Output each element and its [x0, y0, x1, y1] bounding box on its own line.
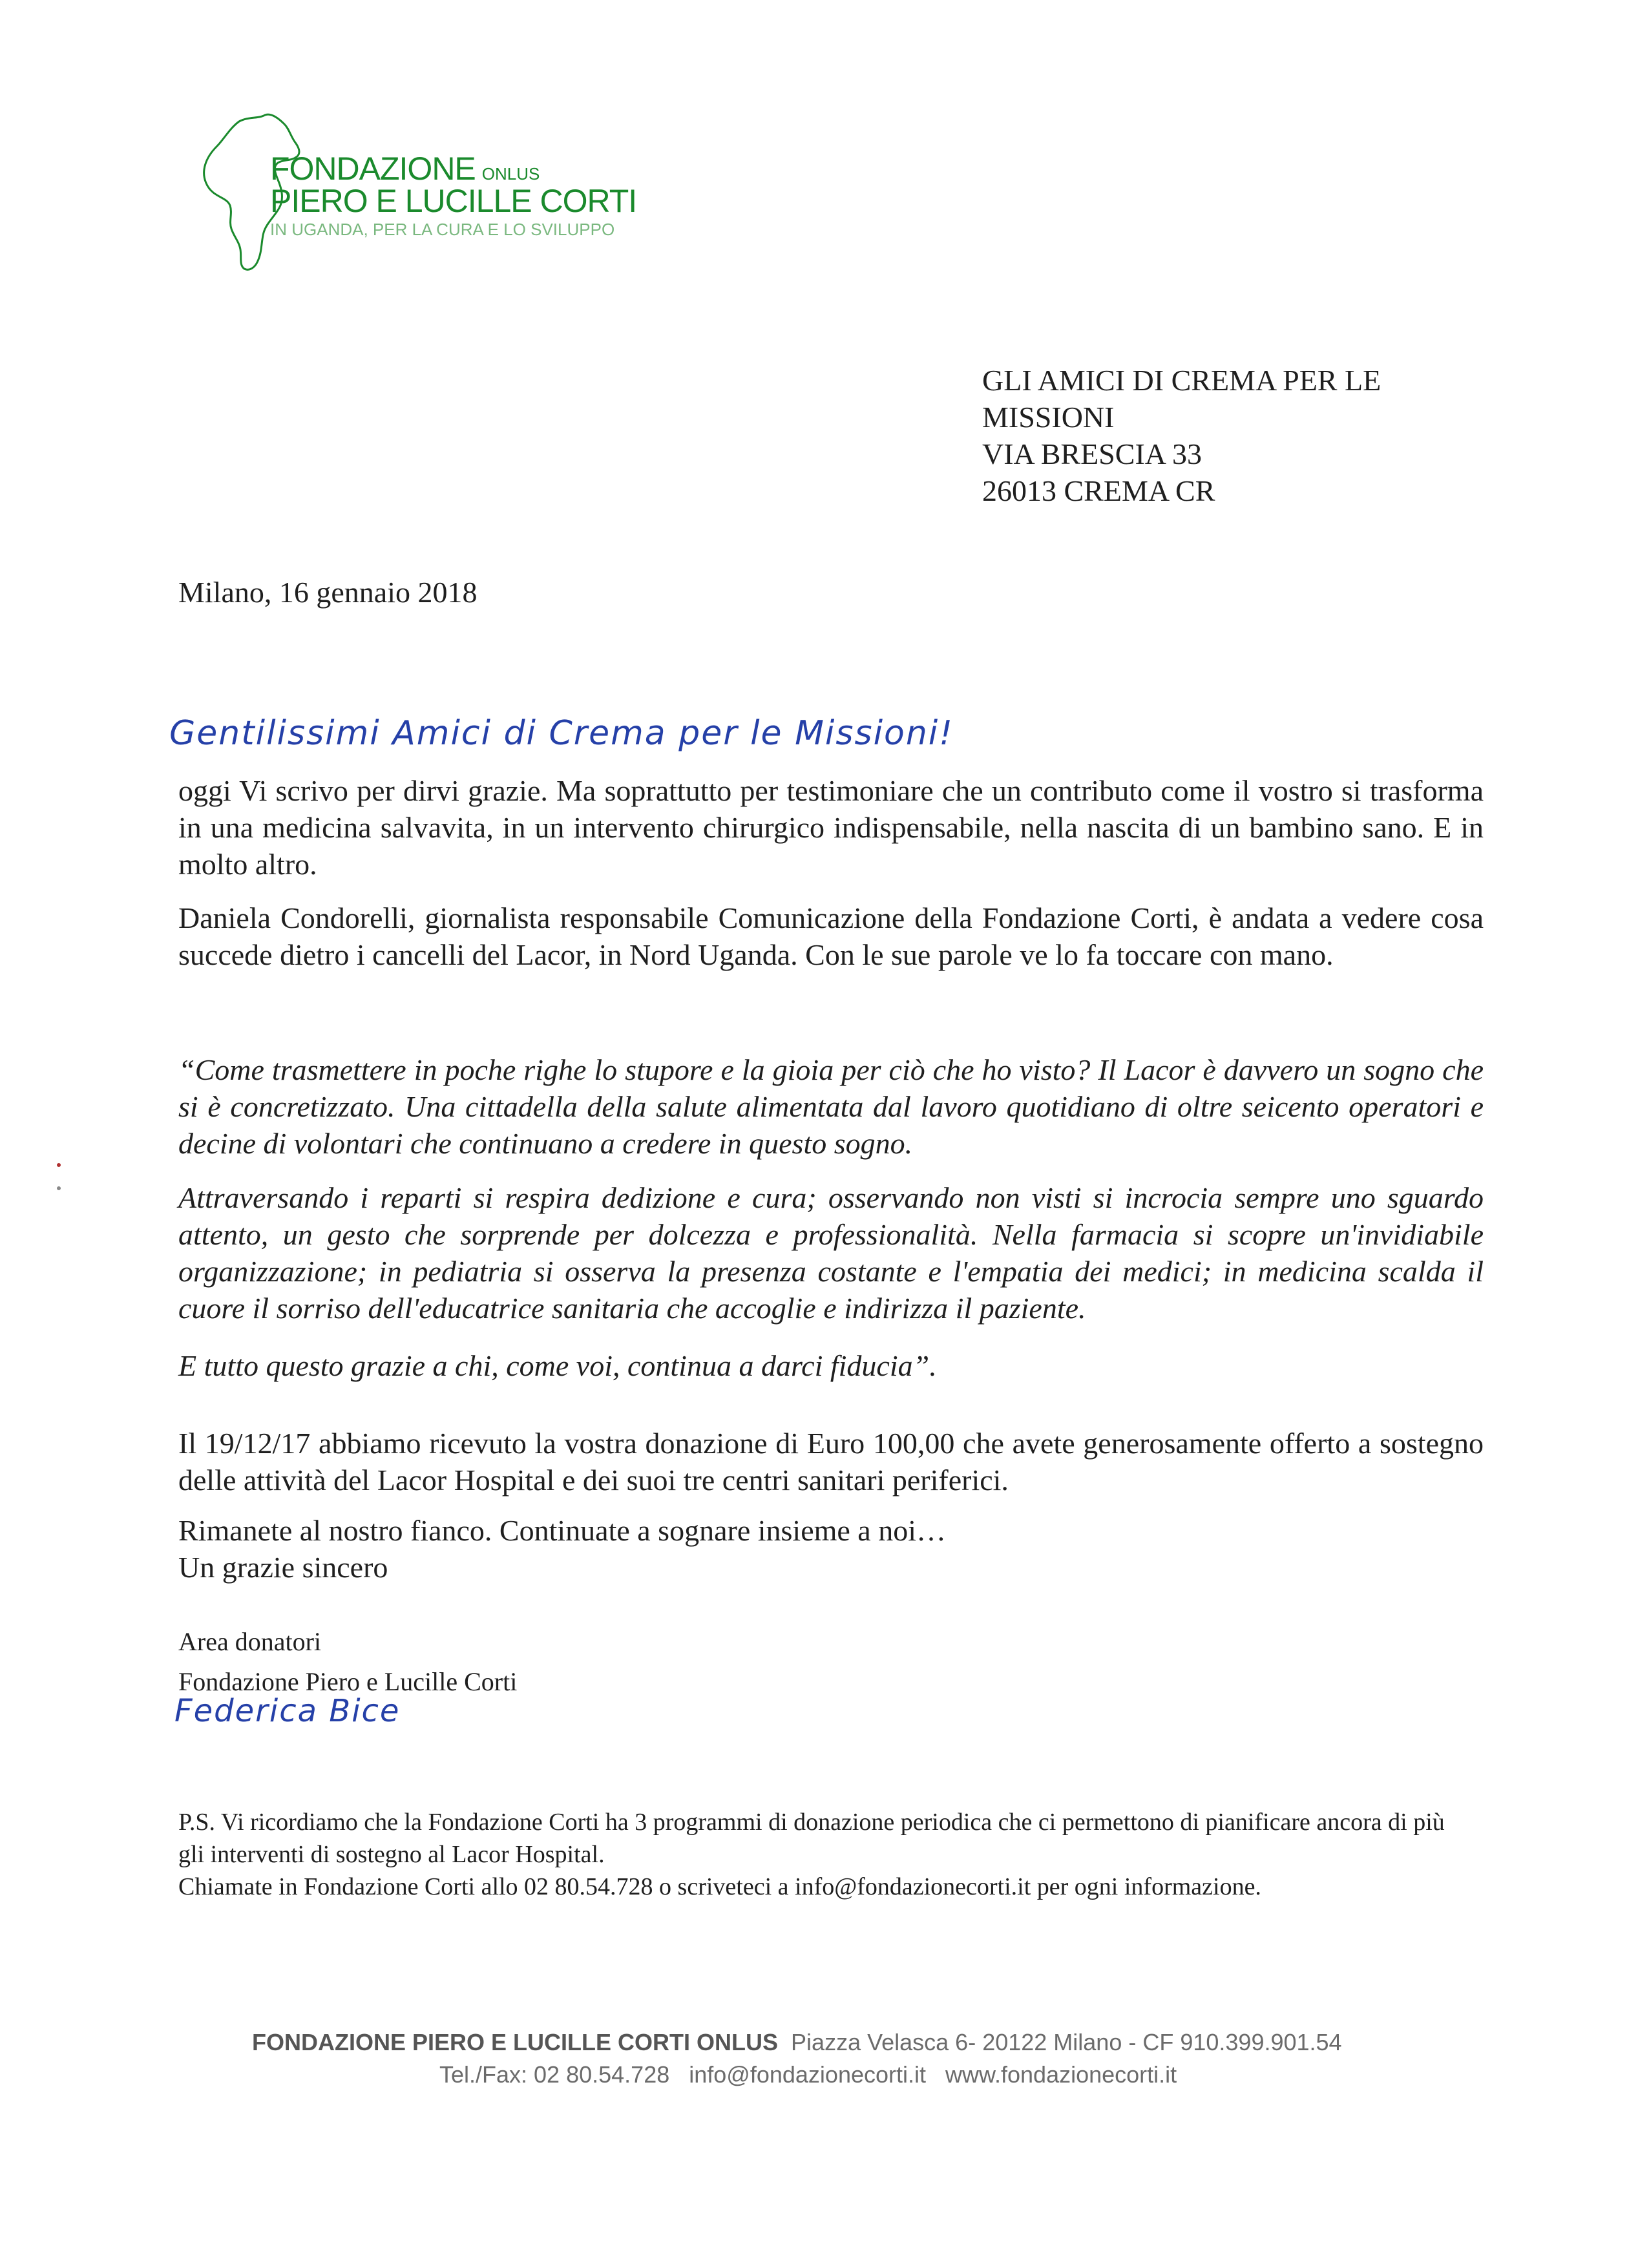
footer-address: Piazza Velasca 6- 20122 Milano - CF 910.399.901.54 [791, 2029, 1342, 2055]
footer-line-1 [252, 2029, 1342, 2056]
footer-web[interactable]: www.fondazionecorti.it [945, 2061, 1177, 2088]
quote-paragraph: “Come trasmettere in poche righe lo stupore e la gioia per ciò che ho visto? Il Lacor è davvero un sogno che si è concretizzato. Una cittadella della salute alimentata dal lavoro quotidiano di oltre seicento operatori e decine di volontari che continuano a credere in questo sogno. [178, 1053, 1484, 1160]
date-line: Milano, 16 gennaio 2018 [178, 576, 478, 609]
sign-off [178, 1622, 517, 1702]
footer-email[interactable]: info@fondazionecorti.it [689, 2061, 926, 2088]
address-line: GLI AMICI DI CREMA PER LE [982, 364, 1381, 397]
body-paragraph: oggi Vi scrivo per dirvi grazie. Ma soprattutto per testimoniare che un contributo come il vostro si trasforma in una medicina salvavita, in un intervento chirurgico indispensabile, nella nascita di un bambino sano. E in molto altro. [178, 774, 1484, 881]
address-line: 26013 CREMA CR [982, 474, 1215, 507]
handwritten-signature: Federica Bice [174, 1693, 401, 1729]
ps-line: Chiamate in Fondazione Corti allo 02 80.54.728 o scriveteci a info@fondazionecorti.it per ogni informazione. [178, 1873, 1261, 1900]
sign-org: Fondazione Piero e Lucille Corti [178, 1667, 518, 1696]
quote-paragraph: Attraversando i reparti si respira dedizione e cura; osservando non visti si incrocia sempre uno sguardo attento, un gesto che sorprende per dolcezza e professionalità. Nella farmacia si scopre un'invidiabile organizzazione; in pediatria si osserva la presenza costante e l'empatia dei medici; in medicina scalda il cuore il sorriso dell'educatrice sanitaria che accoglie e indirizza il paziente. [178, 1181, 1484, 1325]
logo-title: FONDAZIONE ONLUS [270, 151, 540, 187]
logo-name: PIERO E LUCILLE CORTI [270, 183, 637, 219]
logo-onlus: ONLUS [481, 164, 540, 184]
handwritten-salutation: Gentilissimi Amici di Crema per le Missioni! [169, 714, 954, 753]
closing-line: Rimanete al nostro fianco. Continuate a sognare insieme a noi… [178, 1514, 947, 1547]
address-line: MISSIONI [982, 401, 1115, 434]
footer-line-2 [439, 2061, 1177, 2088]
donation-paragraph: Il 19/12/17 abbiamo ricevuto la vostra donazione di Euro 100,00 che avete generosamente offerto a sostegno delle attività del Lacor Hospital e dei suoi tre centri sanitari periferici. [178, 1427, 1484, 1496]
postscript [178, 1806, 1471, 1903]
ps-line: P.S. Vi ricordiamo che la Fondazione Corti ha 3 programmi di donazione periodica che ci permettono di pianificare ancora di più gli interventi di sostegno al Lacor Hospital. [178, 1809, 1445, 1868]
recipient-address [982, 362, 1381, 509]
address-line: VIA BRESCIA 33 [982, 437, 1202, 470]
quote-paragraph: E tutto questo grazie a chi, come voi, continua a darci fiducia”. [178, 1349, 937, 1382]
closing-line: Un grazie sincero [178, 1551, 388, 1584]
scan-mark [57, 1163, 61, 1167]
closing [178, 1512, 946, 1586]
body-paragraph: Daniela Condorelli, giornalista responsabile Comunicazione della Fondazione Corti, è andata a vedere cosa succede dietro i cancelli del Lacor, in Nord Uganda. Con le sue parole ve lo fa toccare con mano. [178, 901, 1484, 971]
footer-phone: Tel./Fax: 02 80.54.728 [439, 2061, 670, 2088]
logo-tagline: IN UGANDA, PER LA CURA E LO SVILUPPO [270, 220, 615, 239]
sign-area: Area donatori [178, 1627, 322, 1656]
footer-org: FONDAZIONE PIERO E LUCILLE CORTI ONLUS [252, 2029, 779, 2055]
scan-mark [57, 1186, 61, 1190]
